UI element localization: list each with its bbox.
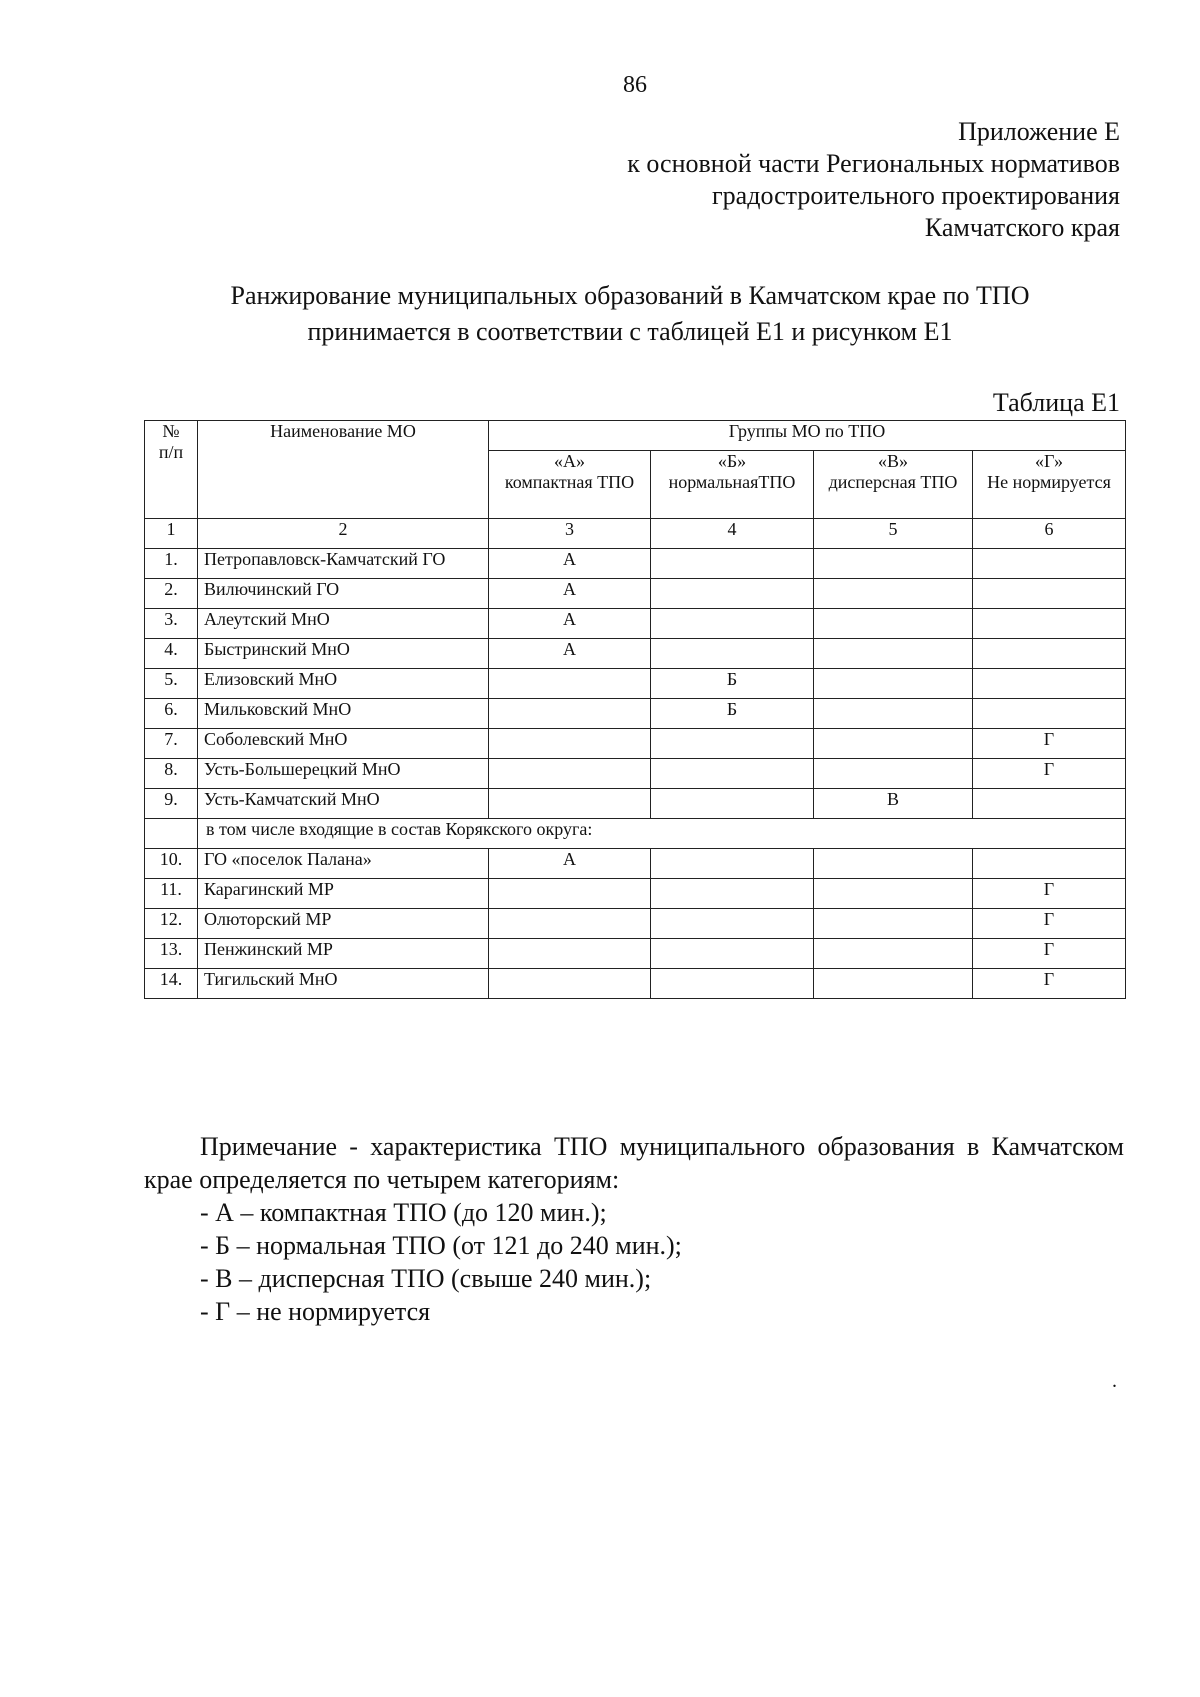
note-item-g: - Г – не нормируется xyxy=(200,1297,431,1326)
table-row xyxy=(145,879,1126,909)
row-name-cell: Быстринский МнО xyxy=(198,639,489,669)
row-group-a-cell: А xyxy=(489,549,651,579)
note-item-a: - А – компактная ТПО (до 120 мин.); xyxy=(200,1198,607,1227)
row-group-v-cell xyxy=(814,729,973,759)
note-item-v: - В – дисперсная ТПО (свыше 240 мин.); xyxy=(200,1264,652,1293)
appendix-line-2: к основной части Региональных нормативов xyxy=(627,149,1120,178)
row-name-cell: Вилючинский ГО xyxy=(198,579,489,609)
row-number-cell: 13. xyxy=(145,939,198,969)
row-group-v-cell xyxy=(814,609,973,639)
row-group-v-cell xyxy=(814,879,973,909)
row-number-cell: 14. xyxy=(145,969,198,999)
row-group-v-cell xyxy=(814,639,973,669)
row-name-cell: Алеутский МнО xyxy=(198,609,489,639)
row-name-cell: Карагинский МР xyxy=(198,879,489,909)
row-group-a-cell: А xyxy=(489,639,651,669)
row-group-b-cell xyxy=(651,729,814,759)
header-col-g: «Г» Не нормируется xyxy=(973,451,1126,519)
appendix-line-4: Камчатского края xyxy=(924,213,1120,242)
row-number-cell: 11. xyxy=(145,879,198,909)
row-number-cell: 10. xyxy=(145,849,198,879)
row-name-cell: Елизовский МнО xyxy=(198,669,489,699)
row-group-v-cell: В xyxy=(814,789,973,819)
row-group-b-cell xyxy=(651,909,814,939)
table-row xyxy=(145,669,1126,699)
title-line-2: принимается в соответствии с таблицей Е1 и рисунком Е1 xyxy=(307,317,953,346)
row-group-b-cell xyxy=(651,939,814,969)
row-group-v-cell xyxy=(814,909,973,939)
page-number: 86 xyxy=(623,72,647,98)
ranking-table xyxy=(144,420,1126,999)
row-group-v-cell xyxy=(814,969,973,999)
row-group-g-cell xyxy=(973,789,1126,819)
row-number-cell: 12. xyxy=(145,909,198,939)
row-group-b-cell xyxy=(651,609,814,639)
table-body-koryak xyxy=(145,849,1126,999)
header-name: Наименование МО xyxy=(198,421,489,519)
row-group-g-cell xyxy=(973,849,1126,879)
appendix-header xyxy=(627,116,1120,244)
row-group-a-cell xyxy=(489,759,651,789)
row-group-g-cell xyxy=(973,699,1126,729)
col-number: 3 xyxy=(489,519,651,549)
row-group-a-cell xyxy=(489,789,651,819)
table-row xyxy=(145,549,1126,579)
row-group-v-cell xyxy=(814,759,973,789)
table-row xyxy=(145,579,1126,609)
row-group-b-cell xyxy=(651,789,814,819)
header-col-a: «А» компактная ТПО xyxy=(489,451,651,519)
col-number: 2 xyxy=(198,519,489,549)
row-group-g-cell: Г xyxy=(973,729,1126,759)
row-group-a-cell xyxy=(489,699,651,729)
table-row xyxy=(145,849,1126,879)
row-group-g-cell xyxy=(973,549,1126,579)
table-row xyxy=(145,699,1126,729)
row-group-v-cell xyxy=(814,849,973,879)
table-row xyxy=(145,609,1126,639)
col-number: 6 xyxy=(973,519,1126,549)
table-row xyxy=(145,969,1126,999)
row-name-cell: Усть-Большерецкий МнО xyxy=(198,759,489,789)
row-group-v-cell xyxy=(814,549,973,579)
row-group-b-cell xyxy=(651,759,814,789)
row-number-cell: 1. xyxy=(145,549,198,579)
header-col-v: «В» дисперсная ТПО xyxy=(814,451,973,519)
appendix-line-1: Приложение Е xyxy=(958,117,1120,146)
row-group-b-cell xyxy=(651,639,814,669)
row-number-cell: 5. xyxy=(145,669,198,699)
document-title xyxy=(140,278,1120,350)
row-group-v-cell xyxy=(814,939,973,969)
table-body-main xyxy=(145,549,1126,819)
header-num: № п/п xyxy=(145,421,198,519)
table-row xyxy=(145,729,1126,759)
row-number-cell: 3. xyxy=(145,609,198,639)
row-group-g-cell xyxy=(973,609,1126,639)
row-number-cell: 2. xyxy=(145,579,198,609)
table-row xyxy=(145,759,1126,789)
row-group-a-cell xyxy=(489,939,651,969)
row-name-cell: ГО «поселок Палана» xyxy=(198,849,489,879)
row-group-g-cell xyxy=(973,639,1126,669)
row-group-g-cell: Г xyxy=(973,969,1126,999)
row-group-v-cell xyxy=(814,579,973,609)
row-group-v-cell xyxy=(814,669,973,699)
subheader-empty-cell xyxy=(145,819,198,849)
row-name-cell: Соболевский МнО xyxy=(198,729,489,759)
title-line-1: Ранжирование муниципальных образований в Камчатском крае по ТПО xyxy=(230,281,1030,310)
note-block xyxy=(144,1130,1124,1328)
header-groups: Группы МО по ТПО xyxy=(489,421,1126,451)
note-item-b: - Б – нормальная ТПО (от 121 до 240 мин.); xyxy=(200,1231,682,1260)
col-number: 1 xyxy=(145,519,198,549)
row-number-cell: 6. xyxy=(145,699,198,729)
row-group-g-cell xyxy=(973,669,1126,699)
row-number-cell: 9. xyxy=(145,789,198,819)
row-name-cell: Усть-Камчатский МнО xyxy=(198,789,489,819)
row-group-b-cell: Б xyxy=(651,669,814,699)
stray-mark: . xyxy=(1112,1370,1117,1392)
row-name-cell: Тигильский МнО xyxy=(198,969,489,999)
row-group-b-cell xyxy=(651,969,814,999)
header-col-b: «Б» нормальнаяТПО xyxy=(651,451,814,519)
column-number-row xyxy=(145,519,1126,549)
row-group-a-cell: А xyxy=(489,609,651,639)
row-group-b-cell xyxy=(651,549,814,579)
row-group-g-cell: Г xyxy=(973,879,1126,909)
row-name-cell: Пенжинский МР xyxy=(198,939,489,969)
row-group-g-cell: Г xyxy=(973,939,1126,969)
table-row xyxy=(145,909,1126,939)
row-group-g-cell: Г xyxy=(973,909,1126,939)
subheader-text: в том числе входящие в состав Корякского округа: xyxy=(198,819,1126,849)
row-group-a-cell xyxy=(489,729,651,759)
note-text: Примечание - характеристика ТПО муниципального образования в Камчатском крае определяется по четырем категориям: xyxy=(144,1132,1124,1194)
table-caption: Таблица Е1 xyxy=(992,388,1120,417)
row-group-a-cell: А xyxy=(489,849,651,879)
row-name-cell: Мильковский МнО xyxy=(198,699,489,729)
row-group-b-cell xyxy=(651,579,814,609)
row-group-a-cell: А xyxy=(489,579,651,609)
row-group-a-cell xyxy=(489,909,651,939)
row-name-cell: Петропавловск-Камчатский ГО xyxy=(198,549,489,579)
row-number-cell: 8. xyxy=(145,759,198,789)
appendix-line-3: градостроительного проектирования xyxy=(712,181,1120,210)
row-group-a-cell xyxy=(489,969,651,999)
row-group-a-cell xyxy=(489,669,651,699)
table-row xyxy=(145,639,1126,669)
row-group-g-cell xyxy=(973,579,1126,609)
row-number-cell: 7. xyxy=(145,729,198,759)
col-number: 5 xyxy=(814,519,973,549)
row-group-b-cell xyxy=(651,849,814,879)
row-name-cell: Олюторский МР xyxy=(198,909,489,939)
row-group-b-cell xyxy=(651,879,814,909)
row-group-b-cell: Б xyxy=(651,699,814,729)
row-group-v-cell xyxy=(814,699,973,729)
table-row xyxy=(145,789,1126,819)
row-number-cell: 4. xyxy=(145,639,198,669)
row-group-g-cell: Г xyxy=(973,759,1126,789)
row-group-a-cell xyxy=(489,879,651,909)
table-row xyxy=(145,939,1126,969)
subheader-row xyxy=(145,819,1126,849)
col-number: 4 xyxy=(651,519,814,549)
